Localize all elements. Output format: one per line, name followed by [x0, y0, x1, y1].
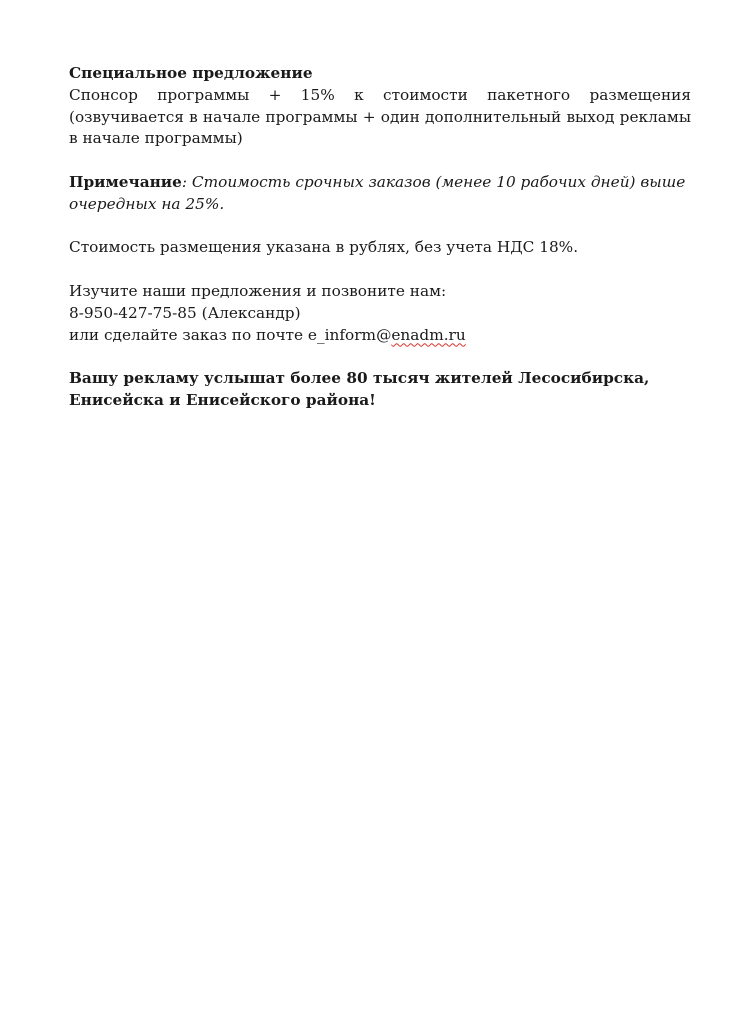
paragraph-gap — [69, 216, 691, 238]
contact-email-domain: enadm.ru — [391, 325, 466, 344]
contact-email-prefix: или сделайте заказ по почте e_inform@ — [69, 325, 392, 344]
note-section — [69, 172, 691, 216]
special-offer-heading: Специальное предложение — [69, 64, 313, 82]
contact-phone-line — [69, 303, 691, 325]
closing-section — [69, 368, 691, 412]
contact-section — [69, 281, 691, 346]
note-text: : Стоимость срочных заказов (менее 10 рабочих дней) выше очередных на 25%. — [69, 172, 686, 213]
document-body — [69, 63, 691, 412]
special-offer-text: Спонсор программы + 15% к стоимости пакетного размещения (озвучивается в начале программы + один дополнительный выход рекламы в начале программы) — [69, 85, 691, 148]
paragraph-gap — [69, 259, 691, 281]
pricing-note: Стоимость размещения указана в рублях, без учета НДС 18%. — [69, 238, 579, 257]
paragraph-gap — [69, 150, 691, 172]
contact-person: (Александр) — [196, 303, 301, 322]
note-label: Примечание — [69, 172, 182, 191]
closing-line-2: Енисейска и Енисейского района! — [69, 390, 376, 409]
contact-phone: 8-950-427-75-85 — [69, 303, 197, 322]
paragraph-gap — [69, 346, 691, 368]
special-offer-section — [69, 63, 691, 150]
contact-intro: Изучите наши предложения и позвоните нам: — [69, 281, 447, 300]
contact-email-line — [69, 325, 691, 347]
closing-line-1: Вашу рекламу услышат более 80 тысяч жителей Лесосибирска, — [69, 369, 650, 388]
